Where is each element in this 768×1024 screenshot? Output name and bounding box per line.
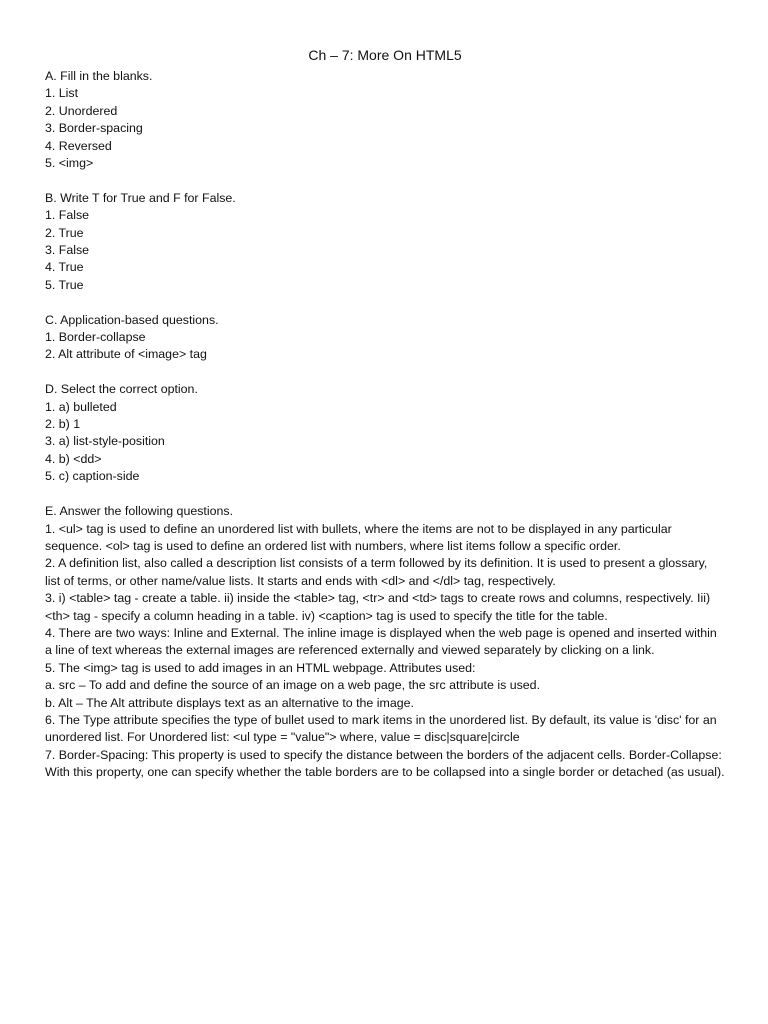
answer-paragraph: 3. i) <table> tag - create a table. ii) inside the <table> tag, <tr> and <td> tags to create rows and columns, respectively. Iii) <th> tag - specify a column heading in a table. iv) <caption> tag is used to specify the title for the table.: [45, 591, 711, 623]
answer-item: 1. Border-collapse: [45, 330, 146, 345]
answer-item: 2. b) 1: [45, 417, 81, 432]
section-c: [45, 312, 725, 364]
section-b: [45, 190, 725, 294]
answer-item: 2. Unordered: [45, 103, 118, 118]
section-spacer: [45, 172, 725, 189]
section-a-heading: A. Fill in the blanks.: [45, 69, 153, 83]
document-page: [45, 46, 725, 782]
section-spacer: [45, 294, 725, 311]
section-spacer: [45, 364, 725, 381]
answer-item: 2. Alt attribute of <image> tag: [45, 347, 207, 362]
answer-item: 5. c) caption-side: [45, 469, 140, 484]
section-d: [45, 381, 725, 485]
answer-paragraph: 2. A definition list, also called a description list consists of a term followed by its definition. It is used to present a glossary, list of terms, or other name/value lists. It starts and ends with <dl> and </dl> tag, respectively.: [45, 556, 708, 588]
answer-item: 3. False: [45, 243, 90, 258]
answer-paragraph: 6. The Type attribute specifies the type of bullet used to mark items in the unordered list. By default, its value is 'disc' for an unordered list. For Unordered list: <ul type = "value"> where, value = disc|square|circle: [45, 712, 717, 745]
section-d-heading: D. Select the correct option.: [45, 382, 198, 397]
section-spacer: [45, 486, 725, 503]
answer-paragraph: a. src – To add and define the source of an image on a web page, the src attribute is used.: [45, 678, 541, 693]
answer-item: 1. a) bulleted: [45, 399, 117, 414]
answer-item: 3. Border-spacing: [45, 121, 143, 136]
answer-item: 4. Reversed: [45, 138, 112, 153]
answer-item: 1. False: [45, 208, 90, 223]
section-c-heading: C. Application-based questions.: [45, 312, 219, 327]
section-a: [45, 68, 725, 172]
answer-paragraph: 1. <ul> tag is used to define an unordered list with bullets, where the items are not to be displayed in any particular sequence. <ol> tag is used to define an ordered list with numbers, where list items follow a specific order.: [45, 521, 672, 553]
answer-item: 2. True: [45, 225, 84, 240]
answer-item: 3. a) list-style-position: [45, 434, 165, 449]
answer-paragraph: b. Alt – The Alt attribute displays text as an alternative to the image.: [45, 695, 414, 710]
section-b-heading: B. Write T for True and F for False.: [45, 190, 236, 205]
section-e: [45, 503, 725, 782]
answer-paragraph: 5. The <img> tag is used to add images in an HTML webpage. Attributes used:: [45, 660, 476, 675]
answer-item: 5. True: [45, 277, 84, 292]
answer-paragraph: 7. Border-Spacing: This property is used to specify the distance between the borders of the adjacent cells. Border-Collapse: With this property, one can specify whether the table borders are to be collapsed into a single border or detached (as usual).: [45, 747, 725, 780]
answer-item: 4. b) <dd>: [45, 451, 102, 466]
section-e-heading: E. Answer the following questions.: [45, 504, 234, 519]
page-title: Ch – 7: More On HTML5: [308, 47, 462, 63]
answer-paragraph: 4. There are two ways: Inline and External. The inline image is displayed when the web page is opened and inserted within a line of text whereas the external images are referenced externally and viewed separately by clicking on a link.: [45, 625, 717, 658]
answer-item: 4. True: [45, 260, 84, 275]
answer-item: 5. <img>: [45, 156, 94, 171]
answer-item: 1. List: [45, 86, 79, 101]
